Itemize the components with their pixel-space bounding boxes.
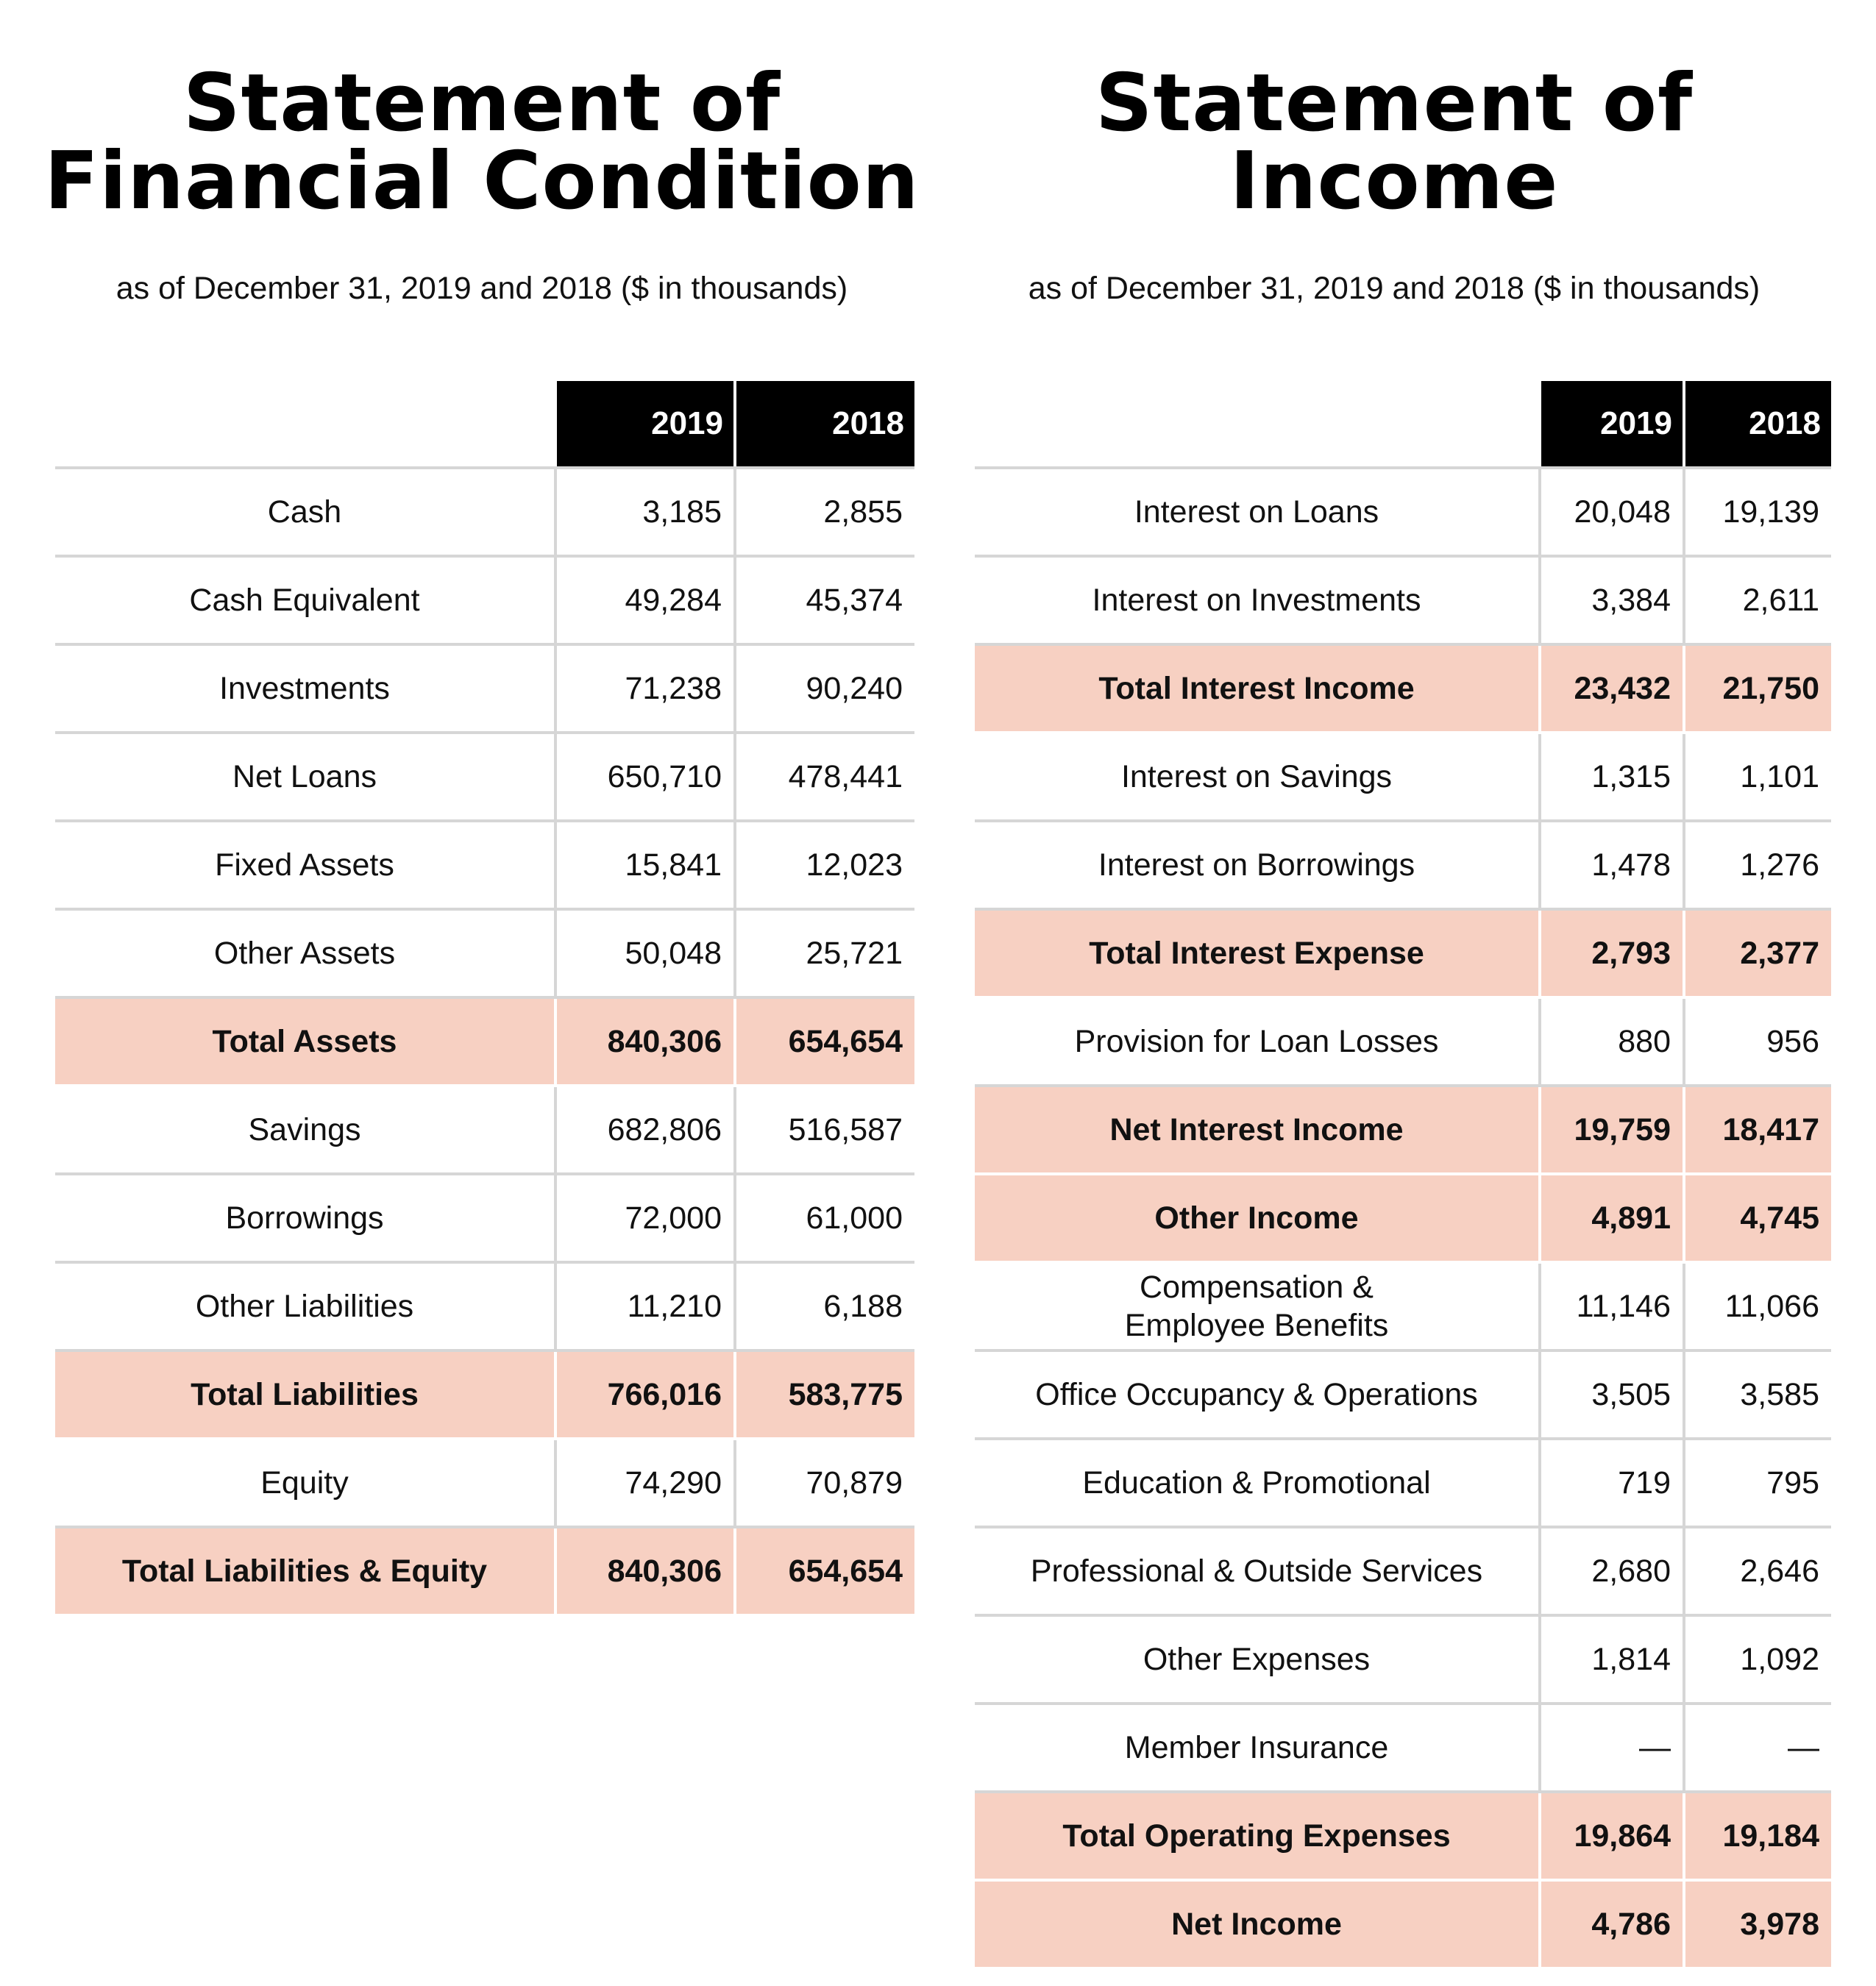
- value-2018: 654,654: [735, 997, 914, 1086]
- financial-condition-rows: [55, 468, 914, 1614]
- value-2018: 654,654: [735, 1527, 914, 1614]
- value-2019: —: [1540, 1704, 1684, 1792]
- income-table: [975, 381, 1831, 1967]
- value-2019: 880: [1540, 997, 1684, 1086]
- row-label: Total Operating Expenses: [975, 1792, 1540, 1880]
- value-2018: 2,377: [1684, 909, 1831, 997]
- value-2018: 70,879: [735, 1439, 914, 1527]
- row-label: Interest on Loans: [975, 468, 1540, 556]
- row-label: Cash: [55, 468, 555, 556]
- table-row: [975, 1262, 1831, 1350]
- table-row: [55, 821, 914, 909]
- value-2018: 2,611: [1684, 556, 1831, 644]
- row-label: Professional & Outside Services: [975, 1527, 1540, 1615]
- value-2019: 20,048: [1540, 468, 1684, 556]
- value-2018: 4,745: [1684, 1174, 1831, 1262]
- value-2018: 3,585: [1684, 1350, 1831, 1439]
- row-label: Other Income: [975, 1174, 1540, 1262]
- row-label: Total Interest Income: [975, 644, 1540, 733]
- value-2019: 1,315: [1540, 733, 1684, 821]
- total-row: [975, 1792, 1831, 1880]
- table-row: [975, 1350, 1831, 1439]
- value-2018: 2,855: [735, 468, 914, 556]
- table-row: [975, 1704, 1831, 1792]
- row-label: Net Loans: [55, 733, 555, 821]
- value-2019: 72,000: [555, 1174, 735, 1262]
- table-row: [975, 733, 1831, 821]
- value-2018: 795: [1684, 1439, 1831, 1527]
- value-2019: 840,306: [555, 997, 735, 1086]
- column-header-2018: 2018: [735, 381, 914, 468]
- value-2019: 49,284: [555, 556, 735, 644]
- value-2018: 18,417: [1684, 1086, 1831, 1174]
- value-2018: 2,646: [1684, 1527, 1831, 1615]
- value-2018: 45,374: [735, 556, 914, 644]
- value-2019: 1,814: [1540, 1615, 1684, 1704]
- value-2019: 23,432: [1540, 644, 1684, 733]
- table-row: [975, 1439, 1831, 1527]
- value-2018: 1,276: [1684, 821, 1831, 909]
- row-label: Savings: [55, 1086, 555, 1174]
- value-2019: 3,505: [1540, 1350, 1684, 1439]
- value-2019: 682,806: [555, 1086, 735, 1174]
- row-label: Fixed Assets: [55, 821, 555, 909]
- row-label: Total Interest Expense: [975, 909, 1540, 997]
- value-2018: 3,978: [1684, 1880, 1831, 1967]
- total-row: [975, 909, 1831, 997]
- table-header-row: [55, 381, 914, 468]
- row-label: Provision for Loan Losses: [975, 997, 1540, 1086]
- column-header-2019: 2019: [1540, 381, 1684, 468]
- row-label: Total Liabilities & Equity: [55, 1527, 555, 1614]
- value-2019: 50,048: [555, 909, 735, 997]
- total-row: [55, 997, 914, 1086]
- row-label: Interest on Borrowings: [975, 821, 1540, 909]
- value-2018: 21,750: [1684, 644, 1831, 733]
- total-row: [975, 1174, 1831, 1262]
- title-line: Statement of: [182, 57, 781, 149]
- row-label: Equity: [55, 1439, 555, 1527]
- row-label: Member Insurance: [975, 1704, 1540, 1792]
- row-label: [975, 1262, 1540, 1350]
- header-blank-cell: [55, 381, 555, 468]
- table-row: [975, 997, 1831, 1086]
- value-2019: 2,793: [1540, 909, 1684, 997]
- value-2018: —: [1684, 1704, 1831, 1792]
- table-row: [55, 644, 914, 733]
- value-2019: 4,786: [1540, 1880, 1684, 1967]
- value-2018: 6,188: [735, 1262, 914, 1350]
- row-label: Borrowings: [55, 1174, 555, 1262]
- financial-condition-subtitle: as of December 31, 2019 and 2018 ($ in thousands): [116, 271, 848, 306]
- income-title: [938, 57, 1850, 227]
- value-2018: 1,092: [1684, 1615, 1831, 1704]
- column-header-2018: 2018: [1684, 381, 1831, 468]
- table-row: [55, 468, 914, 556]
- value-2019: 650,710: [555, 733, 735, 821]
- table-row: [55, 733, 914, 821]
- value-2019: 840,306: [555, 1527, 735, 1614]
- value-2019: 3,384: [1540, 556, 1684, 644]
- table-row: [975, 1615, 1831, 1704]
- income-rows: [975, 468, 1831, 1967]
- title-line: Income: [1229, 135, 1559, 227]
- row-label: Education & Promotional: [975, 1439, 1540, 1527]
- row-label: Interest on Savings: [975, 733, 1540, 821]
- table-row: [975, 821, 1831, 909]
- value-2018: 516,587: [735, 1086, 914, 1174]
- total-row: [975, 1086, 1831, 1174]
- row-label-line: Employee Benefits: [1124, 1308, 1389, 1343]
- row-label: Other Expenses: [975, 1615, 1540, 1704]
- total-row: [975, 644, 1831, 733]
- row-label-line: Compensation &: [1140, 1270, 1374, 1305]
- value-2018: 61,000: [735, 1174, 914, 1262]
- row-label: Total Liabilities: [55, 1350, 555, 1439]
- value-2018: 19,139: [1684, 468, 1831, 556]
- row-label: Office Occupancy & Operations: [975, 1350, 1540, 1439]
- table-header-row: [975, 381, 1831, 468]
- value-2019: 719: [1540, 1439, 1684, 1527]
- total-row: [55, 1350, 914, 1439]
- row-label: Net Interest Income: [975, 1086, 1540, 1174]
- financial-condition-table: [55, 381, 914, 1614]
- value-2019: 71,238: [555, 644, 735, 733]
- value-2018: 25,721: [735, 909, 914, 997]
- table-row: [975, 1527, 1831, 1615]
- total-row: [55, 1527, 914, 1614]
- total-row: [975, 1880, 1831, 1967]
- value-2019: 19,864: [1540, 1792, 1684, 1880]
- value-2019: 11,146: [1540, 1262, 1684, 1350]
- value-2018: 583,775: [735, 1350, 914, 1439]
- table-row: [55, 1439, 914, 1527]
- value-2019: 11,210: [555, 1262, 735, 1350]
- value-2019: 766,016: [555, 1350, 735, 1439]
- row-label: Other Assets: [55, 909, 555, 997]
- title-line: Statement of: [1095, 57, 1694, 149]
- value-2018: 90,240: [735, 644, 914, 733]
- row-label: Other Liabilities: [55, 1262, 555, 1350]
- table-row: [55, 556, 914, 644]
- value-2018: 478,441: [735, 733, 914, 821]
- value-2018: 12,023: [735, 821, 914, 909]
- value-2018: 11,066: [1684, 1262, 1831, 1350]
- column-header-2019: 2019: [555, 381, 735, 468]
- value-2018: 1,101: [1684, 733, 1831, 821]
- table-row: [55, 1262, 914, 1350]
- title-line: Financial Condition: [44, 135, 920, 227]
- value-2018: 956: [1684, 997, 1831, 1086]
- value-2019: 4,891: [1540, 1174, 1684, 1262]
- row-label: Interest on Investments: [975, 556, 1540, 644]
- value-2019: 1,478: [1540, 821, 1684, 909]
- table-row: [55, 909, 914, 997]
- value-2018: 19,184: [1684, 1792, 1831, 1880]
- income-subtitle: as of December 31, 2019 and 2018 ($ in thousands): [1028, 271, 1760, 306]
- table-row: [975, 468, 1831, 556]
- table-row: [55, 1174, 914, 1262]
- table-row: [975, 556, 1831, 644]
- value-2019: 74,290: [555, 1439, 735, 1527]
- row-label: Net Income: [975, 1880, 1540, 1967]
- row-label: Total Assets: [55, 997, 555, 1086]
- value-2019: 2,680: [1540, 1527, 1684, 1615]
- table-row: [55, 1086, 914, 1174]
- header-blank-cell: [975, 381, 1540, 468]
- value-2019: 3,185: [555, 468, 735, 556]
- value-2019: 19,759: [1540, 1086, 1684, 1174]
- row-label: Investments: [55, 644, 555, 733]
- value-2019: 15,841: [555, 821, 735, 909]
- row-label: Cash Equivalent: [55, 556, 555, 644]
- financial-condition-title: [0, 57, 964, 227]
